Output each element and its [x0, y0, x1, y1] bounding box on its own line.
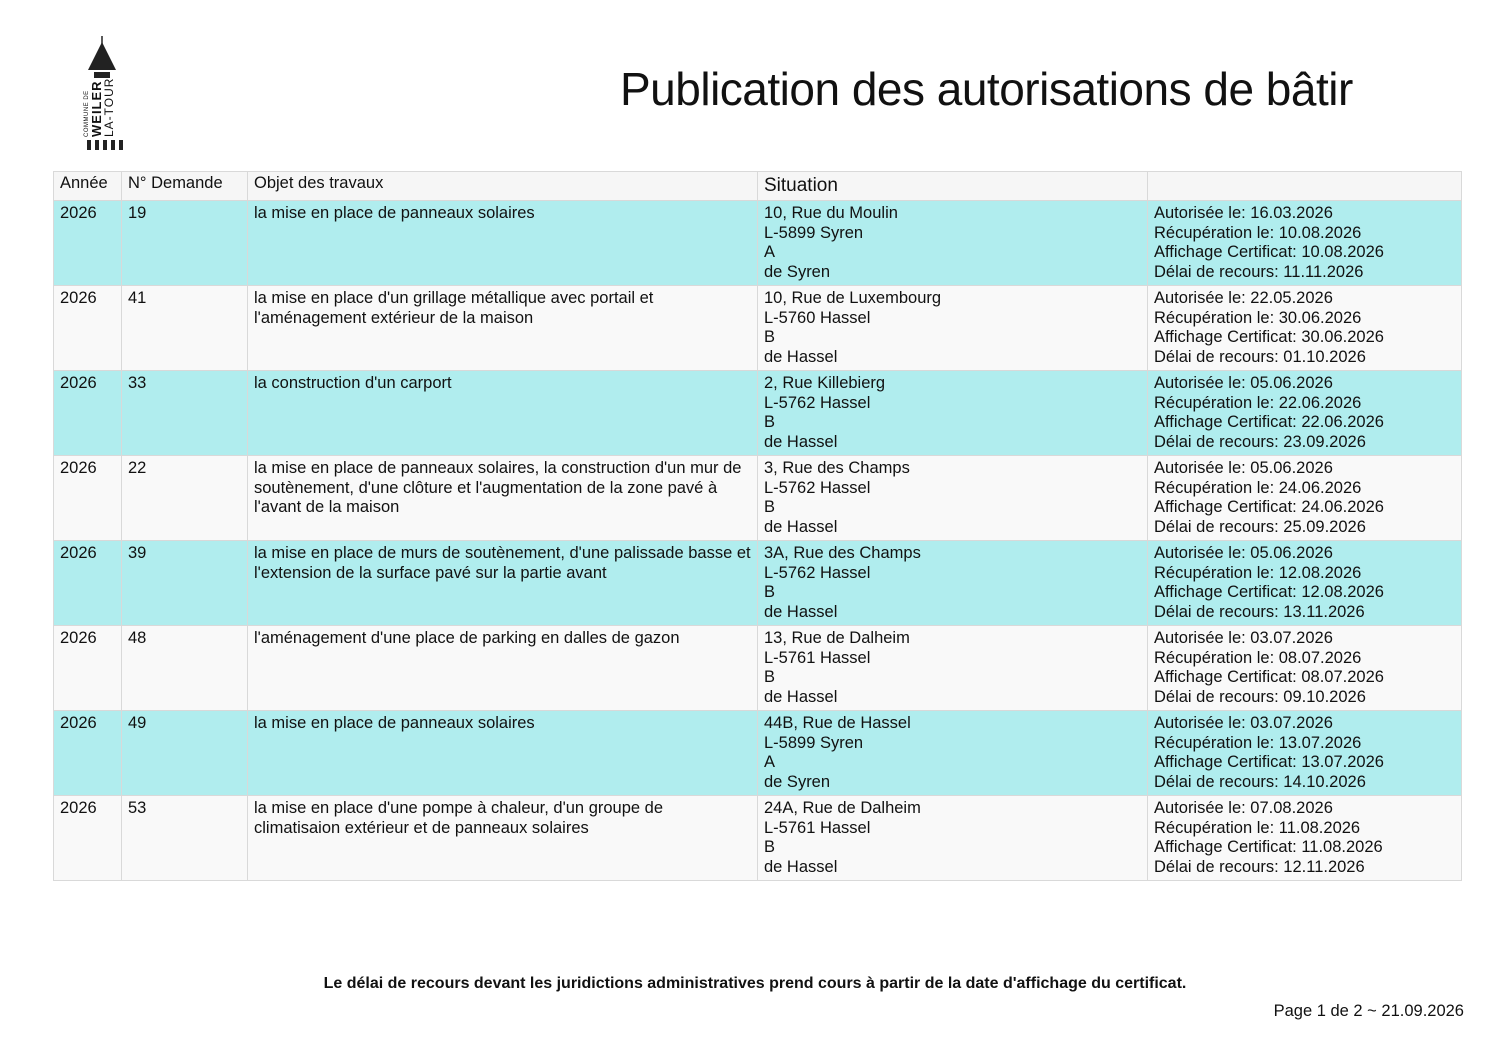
header-demande: N° Demande — [122, 172, 248, 201]
table-row — [54, 201, 1462, 286]
date-line: Affichage Certificat: 11.08.2026 — [1154, 838, 1383, 857]
cell-objet: la mise en place de panneaux solaires — [248, 201, 758, 286]
date-line: Délai de recours: 01.10.2026 — [1154, 347, 1366, 366]
table-row — [54, 456, 1462, 541]
cell-annee: 2026 — [54, 711, 122, 796]
logo-name-line2: LA-TOUR — [102, 77, 116, 137]
situation-line: 2, Rue Killebierg — [764, 374, 886, 392]
cell-annee: 2026 — [54, 286, 122, 371]
date-line: Délai de recours: 25.09.2026 — [1154, 517, 1366, 536]
logo-small-text: COMMUNE DE — [84, 90, 90, 137]
header-dates — [1148, 172, 1462, 201]
cell-objet: la mise en place de murs de soutènement, d'une palissade basse et l'extension de la surface pavé sur la partie avant — [248, 541, 758, 626]
date-line: Autorisée le: 05.06.2026 — [1154, 374, 1333, 392]
date-line: Autorisée le: 05.06.2026 — [1154, 459, 1333, 477]
cell-annee: 2026 — [54, 626, 122, 711]
cell-objet: la mise en place de panneaux solaires, la construction d'un mur de soutènement, d'une clôture et l'augmentation de la zone pavé à l'avant de la maison — [248, 456, 758, 541]
date-line: Délai de recours: 13.11.2026 — [1154, 602, 1365, 621]
situation-line: L-5761 Hassel — [764, 818, 871, 837]
date-line: Autorisée le: 07.08.2026 — [1154, 799, 1333, 817]
date-line: Autorisée le: 22.05.2026 — [1154, 289, 1333, 307]
cell-objet: la construction d'un carport — [248, 371, 758, 456]
date-line: Délai de recours: 11.11.2026 — [1154, 262, 1364, 281]
table-row — [54, 541, 1462, 626]
situation-line: B — [764, 583, 776, 602]
situation-line: de Hassel — [764, 857, 838, 876]
cell-annee: 2026 — [54, 371, 122, 456]
situation-line: 3A, Rue des Champs — [764, 544, 921, 562]
header-annee: Année — [54, 172, 122, 201]
situation-line: 10, Rue de Luxembourg — [764, 289, 942, 307]
situation-line: de Hassel — [764, 687, 838, 706]
commune-logo — [80, 36, 132, 154]
page-info: Page 1 de 2 ~ 21.09.2026 — [1273, 1002, 1464, 1020]
page-title: Publication des autorisations de bâtir — [620, 63, 1353, 115]
date-line: Autorisée le: 03.07.2026 — [1154, 714, 1333, 732]
cell-demande: 41 — [122, 286, 248, 371]
date-line: Autorisée le: 03.07.2026 — [1154, 629, 1333, 647]
table-row — [54, 626, 1462, 711]
date-line: Affichage Certificat: 08.07.2026 — [1154, 668, 1384, 687]
logo-name-line1: WEILER — [89, 80, 104, 137]
cell-situation — [758, 626, 1148, 711]
situation-line: B — [764, 328, 776, 347]
date-line: Affichage Certificat: 10.08.2026 — [1154, 243, 1384, 262]
situation-line: 13, Rue de Dalheim — [764, 629, 910, 647]
date-line: Affichage Certificat: 30.06.2026 — [1154, 328, 1384, 347]
date-line: Autorisée le: 05.06.2026 — [1154, 544, 1333, 562]
situation-line: 10, Rue du Moulin — [764, 204, 898, 222]
situation-line: de Hassel — [764, 432, 838, 451]
situation-line: de Syren — [764, 772, 831, 791]
situation-line: 3, Rue des Champs — [764, 459, 910, 477]
cell-dates — [1148, 456, 1462, 541]
permits-body — [54, 201, 1462, 881]
cell-situation — [758, 796, 1148, 881]
table-row — [54, 286, 1462, 371]
situation-line: de Syren — [764, 262, 831, 281]
cell-demande: 22 — [122, 456, 248, 541]
header-objet: Objet des travaux — [248, 172, 758, 201]
date-line: Affichage Certificat: 24.06.2026 — [1154, 498, 1384, 517]
cell-objet: la mise en place d'une pompe à chaleur, d'un groupe de climatisaion extérieur et de panneaux solaires — [248, 796, 758, 881]
cell-annee: 2026 — [54, 541, 122, 626]
cell-situation — [758, 456, 1148, 541]
cell-demande: 53 — [122, 796, 248, 881]
situation-line: L-5761 Hassel — [764, 648, 871, 667]
situation-line: L-5762 Hassel — [764, 478, 871, 497]
table-row — [54, 371, 1462, 456]
date-line: Délai de recours: 23.09.2026 — [1154, 432, 1366, 451]
date-line: Récupération le: 11.08.2026 — [1154, 818, 1361, 837]
cell-demande: 19 — [122, 201, 248, 286]
situation-line: B — [764, 498, 776, 517]
header-situation: Situation — [758, 172, 1148, 201]
situation-line: 24A, Rue de Dalheim — [764, 799, 921, 817]
date-line: Autorisée le: 16.03.2026 — [1154, 204, 1333, 222]
situation-line: de Hassel — [764, 517, 838, 536]
cell-situation — [758, 201, 1148, 286]
situation-line: B — [764, 413, 776, 432]
cell-situation — [758, 286, 1148, 371]
cell-dates — [1148, 371, 1462, 456]
cell-annee: 2026 — [54, 796, 122, 881]
date-line: Récupération le: 08.07.2026 — [1154, 648, 1362, 667]
situation-line: A — [764, 243, 776, 262]
cell-dates — [1148, 201, 1462, 286]
situation-line: L-5899 Syren — [764, 223, 864, 242]
cell-demande: 33 — [122, 371, 248, 456]
date-line: Récupération le: 10.08.2026 — [1154, 223, 1362, 242]
date-line: Affichage Certificat: 13.07.2026 — [1154, 753, 1384, 772]
situation-line: 44B, Rue de Hassel — [764, 714, 911, 732]
situation-line: B — [764, 668, 776, 687]
date-line: Récupération le: 13.07.2026 — [1154, 733, 1362, 752]
cell-dates — [1148, 286, 1462, 371]
cell-objet: la mise en place d'un grillage métallique avec portail et l'aménagement extérieur de la maison — [248, 286, 758, 371]
cell-objet: l'aménagement d'une place de parking en dalles de gazon — [248, 626, 758, 711]
situation-line: A — [764, 753, 776, 772]
cell-dates — [1148, 711, 1462, 796]
situation-line: de Hassel — [764, 347, 838, 366]
date-line: Délai de recours: 14.10.2026 — [1154, 772, 1366, 791]
table-header-row — [54, 172, 1462, 201]
permits-table — [53, 171, 1462, 881]
situation-line: de Hassel — [764, 602, 838, 621]
situation-line: L-5762 Hassel — [764, 563, 871, 582]
situation-line: B — [764, 838, 776, 857]
situation-line: L-5760 Hassel — [764, 308, 871, 327]
cell-objet: la mise en place de panneaux solaires — [248, 711, 758, 796]
cell-situation — [758, 541, 1148, 626]
date-line: Délai de recours: 12.11.2026 — [1154, 857, 1365, 876]
cell-dates — [1148, 541, 1462, 626]
cell-situation — [758, 711, 1148, 796]
cell-annee: 2026 — [54, 201, 122, 286]
footer-note: Le délai de recours devant les juridictions administratives prend cours à partir de la date d'affichage du certificat. — [323, 975, 1187, 992]
date-line: Récupération le: 30.06.2026 — [1154, 308, 1362, 327]
cell-demande: 39 — [122, 541, 248, 626]
table-row — [54, 711, 1462, 796]
cell-dates — [1148, 626, 1462, 711]
date-line: Délai de recours: 09.10.2026 — [1154, 687, 1366, 706]
cell-situation — [758, 371, 1148, 456]
cell-demande: 48 — [122, 626, 248, 711]
situation-line: L-5762 Hassel — [764, 393, 871, 412]
date-line: Récupération le: 24.06.2026 — [1154, 478, 1362, 497]
situation-line: L-5899 Syren — [764, 733, 864, 752]
table-row — [54, 796, 1462, 881]
date-line: Récupération le: 22.06.2026 — [1154, 393, 1362, 412]
cell-dates — [1148, 796, 1462, 881]
date-line: Récupération le: 12.08.2026 — [1154, 563, 1362, 582]
cell-annee: 2026 — [54, 456, 122, 541]
date-line: Affichage Certificat: 22.06.2026 — [1154, 413, 1384, 432]
cell-demande: 49 — [122, 711, 248, 796]
date-line: Affichage Certificat: 12.08.2026 — [1154, 583, 1384, 602]
